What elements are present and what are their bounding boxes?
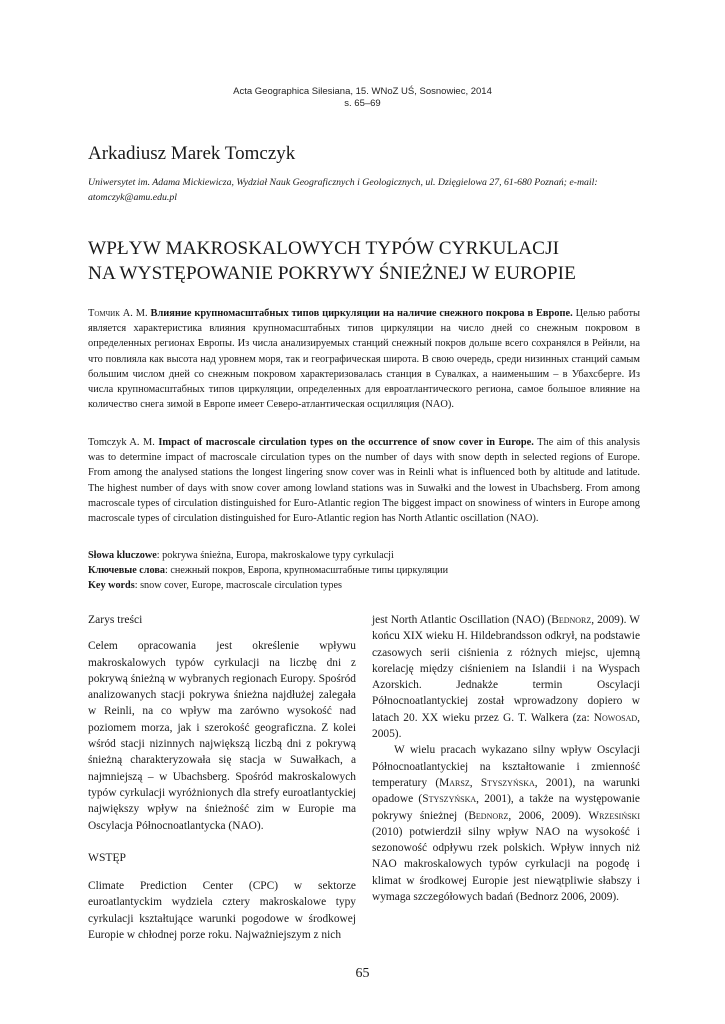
summary-heading: Zarys treści: [88, 613, 143, 626]
citation: Nowosad: [593, 711, 638, 724]
abstract-en-title: Impact of macroscale circulation types on the occurrence of snow cover in Europe.: [158, 437, 534, 448]
text-span: , 2001), a także na występowanie pokrywy śnieżnej (: [372, 793, 640, 822]
journal-line-2: s. 65–69: [344, 98, 381, 109]
text-span: W wielu pracach wykazano silny wpływ Oscylacji Północnoatlantyckiej na kształtowanie i zmienność temperatury (: [372, 744, 640, 789]
citation: Bednorz: [468, 809, 509, 822]
keywords-pl-label: Słowa kluczowe: [88, 550, 157, 561]
intro-text: Climate Prediction Center (CPC) w sektorze euroatlantyckim wydziela cztery makroskalowe typy cyrkulacji kształtujące warunki pogodowe w środkowej Europie w chłodnej porze roku. Najważniejszym z nich: [88, 880, 356, 942]
abstract-russian: [88, 306, 640, 412]
title-line-2: NA WYSTĘPOWANIE POKRYWY ŚNIEŻNEJ W EUROPIE: [88, 263, 576, 284]
right-column: [372, 612, 640, 905]
citation: Marsz, Styszyńska: [439, 776, 535, 789]
keywords-polish: [88, 548, 640, 563]
text-span: , 2006, 2009).: [508, 809, 589, 822]
text-span: , 2001), na warunki opadowe (: [372, 776, 640, 806]
journal-header: [0, 86, 725, 110]
abstract-ru-text: Целью работы является характеристика влияния крупномасштабных типов циркуляции на число дней со снежным покровом в определенных регионах Европы. Из числа анализируемых станций снежный покров дольше всего сохранялся в Рейнли, на что повлияла как высота над уровнем моря, так и географическая широта. В свою очередь, среди низинных станций самым большим числом дней со снежным покровом характеризовалась станция в Сувалках, а наименьшим – в Убахсберге. Из числа крупномасштабных типов циркуляции, определенных для евроатлантического региона, самое большое влияние на количество снега зимой в Европе имеет Северо-атлантическая осцилляция (NAO).: [88, 308, 640, 411]
text-span: (2010) potwierdził silny wpływ NAO na wysokość i sezonowość odpływu rzek polskich. Wpływ innych niż NAO makroskalowych typów cyrkulacji na pogodę i klimat w środkowej Europie jest niewątpliwie słabszy i wymaga szczegółowych badań (Bednorz 2006, 2009).: [372, 825, 640, 904]
summary-text: Celem opracowania jest określenie wpływu makroskalowych typów cyrkulacji na liczbę dni z pokrywą śnieżną w wybranych regionach Europy. Spośród analizowanych stacji pokrywa śnieżna najdłużej zalegała w Reinli, na co wpływ ma zarówno wysokość nad poziomem morza, jak i szerokość geograficzna. Z kolei wśród stacji nizinnych największą liczbą dni z pokrywą śnieżną charakteryzowała się stacja w Suwałkach, a najmniejszą – w Ubachsberg. Spośród makroskalowych typów cyrkulacji wyróżnionych dla strefy euroatlantyckiej największy wpływ na śnieżność zim w Europie ma Oscylacja Północnoatlantycka (NAO).: [88, 640, 356, 832]
keywords-en-text: : snow cover, Europe, macroscale circulation types: [134, 580, 342, 592]
citation: Bednorz: [551, 614, 592, 626]
author-name: Arkadiusz Marek Tomczyk: [88, 143, 296, 164]
intro-heading: WSTĘP: [88, 850, 127, 864]
abstract-ru-title: Влияние крупномасштабных типов циркуляции на наличие снежного покрова в Европе.: [150, 308, 573, 319]
title-line-1: WPŁYW MAKROSKALOWYCH TYPÓW CYRKULACJI: [88, 238, 560, 259]
text-span: jest North Atlantic Oscillation (NAO) (: [372, 614, 552, 626]
abstract-en-text: The aim of this analysis was to determine impact of macroscale circulation types on the number of days with snow depth in selected regions of Europe. From among the analysed stations the longest lingering snow cover was in Reinli what is influenced both by altitude and latitude. The highest number of days with snow cover among lowland stations was in Suwałki and the lowest in Ubachsberg. From among macroscale types of circulation distinguished for Euro-Atlantic region The biggest impact on snowiness of winters in Europe among macroscale types of circulation distinguished for Euro-Atlantic region has North Atlantic oscillation (NAO).: [88, 437, 640, 525]
keywords-russian: [88, 563, 640, 578]
left-column: [88, 612, 356, 943]
paper-title: [88, 236, 648, 286]
citation: Wrzesiński: [588, 809, 640, 822]
author-affiliation: Uniwersytet im. Adama Mickiewicza, Wydział Nauk Geograficznych i Geologicznych, ul. Dzięgielowa 27, 61-680 Poznań; e-mail: atomczyk@amu.edu.pl: [88, 177, 598, 203]
text-span: , 2009). W końcu XIX wieku H. Hildebrandsson odkrył, na podstawie czasowych serii ciśnienia z różnych miejsc, ujemną korelację między ciśnieniem na Islandii i na Wyspach Azorskich. Jednakże termin Oscylacji Północnoatlantyckiej został wprowadzony dopiero w latach 20. XX wieku przez G. T. Walkera (za:: [372, 614, 640, 724]
text-span: , 2005).: [372, 711, 640, 741]
keywords-block: [88, 548, 640, 594]
right-paragraph-2: [372, 742, 640, 905]
citation: Styszyńska: [422, 793, 477, 806]
abstract-en-author: Tomczyk A. M.: [88, 437, 155, 448]
right-paragraph-1: [372, 612, 640, 742]
journal-line-1: Acta Geographica Silesiana, 15. WNoZ UŚ, Sosnowiec, 2014: [233, 86, 492, 97]
keywords-ru-text: : снежный покров, Европа, крупномасштабные типы циркуляции: [164, 565, 449, 577]
abstract-ru-author: Томчик А. М.: [88, 308, 148, 319]
keywords-ru-label: Ключевые слова: [88, 565, 165, 577]
keywords-english: [88, 578, 640, 593]
keywords-en-label: Key words: [88, 580, 135, 592]
page-number: 65: [355, 966, 370, 981]
abstract-english: [88, 435, 640, 526]
keywords-pl-text: : pokrywa śnieżna, Europa, makroskalowe typy cyrkulacji: [156, 550, 394, 561]
